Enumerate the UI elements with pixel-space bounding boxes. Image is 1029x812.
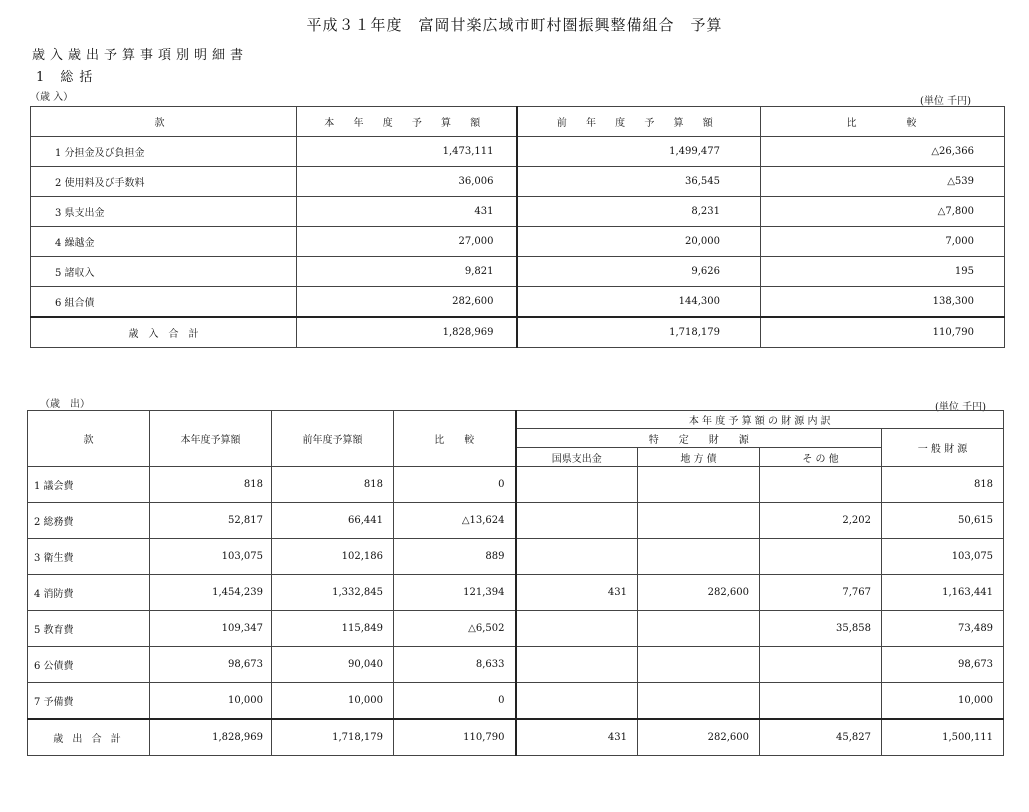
- expenditure-item: 5 教育費: [28, 611, 150, 647]
- expenditure-local-bond: [638, 539, 760, 575]
- section-heading: 1 総括: [36, 70, 99, 85]
- expenditure-total-compare: 110,790: [394, 719, 516, 756]
- table-row: [28, 503, 1004, 539]
- revenue-current: 27,000: [297, 227, 517, 257]
- expenditure-header-specific: 特 定 財 源: [516, 429, 882, 448]
- expenditure-compare: 8,633: [394, 647, 516, 683]
- expenditure-item: 3 衛生費: [28, 539, 150, 575]
- expenditure-current: 103,075: [150, 539, 272, 575]
- expenditure-local-bond: 282,600: [638, 575, 760, 611]
- expenditure-item: 4 消防費: [28, 575, 150, 611]
- revenue-current: 9,821: [297, 257, 517, 287]
- expenditure-unit: (単位 千円): [935, 402, 986, 413]
- expenditure-total-local-bond: 282,600: [638, 719, 760, 756]
- expenditure-national: 431: [516, 575, 638, 611]
- revenue-current: 431: [297, 197, 517, 227]
- table-row: [28, 683, 1004, 720]
- table-row: [31, 167, 1005, 197]
- page-title: 平成３１年度 富岡甘楽広域市町村圏振興整備組合 予算: [306, 16, 723, 34]
- revenue-compare: △539: [761, 167, 1005, 197]
- expenditure-previous: 115,849: [272, 611, 394, 647]
- expenditure-national: [516, 503, 638, 539]
- expenditure-previous: 66,441: [272, 503, 394, 539]
- expenditure-compare: 889: [394, 539, 516, 575]
- expenditure-header-breakdown: 本 年 度 予 算 額 の 財 源 内 訳: [516, 411, 1004, 429]
- revenue-total-previous: 1,718,179: [517, 317, 761, 348]
- table-row: [28, 539, 1004, 575]
- revenue-item: 3 県支出金: [31, 197, 297, 227]
- revenue-current: 36,006: [297, 167, 517, 197]
- revenue-previous: 9,626: [517, 257, 761, 287]
- expenditure-item: 2 総務費: [28, 503, 150, 539]
- revenue-header-row: [31, 107, 1005, 137]
- expenditure-national: [516, 683, 638, 720]
- expenditure-total-national: 431: [516, 719, 638, 756]
- expenditure-other: [760, 467, 882, 503]
- revenue-previous: 1,499,477: [517, 137, 761, 167]
- expenditure-label: （歳 出）: [40, 399, 90, 410]
- expenditure-total-label: 歳 出 合 計: [28, 719, 150, 756]
- revenue-item: 4 繰越金: [31, 227, 297, 257]
- revenue-previous: 36,545: [517, 167, 761, 197]
- revenue-header-compare: 比 較: [761, 107, 1005, 137]
- expenditure-header-national: 国県支出金: [516, 448, 638, 467]
- expenditure-other: 35,858: [760, 611, 882, 647]
- table-row: [31, 137, 1005, 167]
- revenue-label: （歳 入）: [30, 92, 74, 103]
- expenditure-previous: 90,040: [272, 647, 394, 683]
- expenditure-other: [760, 539, 882, 575]
- expenditure-national: [516, 539, 638, 575]
- expenditure-header-row-1: [28, 411, 1004, 429]
- expenditure-local-bond: [638, 611, 760, 647]
- revenue-header-previous: 前 年 度 予 算 額: [517, 107, 761, 137]
- revenue-item: 2 使用料及び手数料: [31, 167, 297, 197]
- table-row: [28, 575, 1004, 611]
- expenditure-local-bond: [638, 467, 760, 503]
- revenue-compare: 138,300: [761, 287, 1005, 318]
- revenue-item: 5 諸収入: [31, 257, 297, 287]
- expenditure-local-bond: [638, 503, 760, 539]
- revenue-previous: 20,000: [517, 227, 761, 257]
- expenditure-previous: 10,000: [272, 683, 394, 720]
- revenue-total-label: 歳 入 合 計: [31, 317, 297, 348]
- expenditure-current: 98,673: [150, 647, 272, 683]
- revenue-compare: △7,800: [761, 197, 1005, 227]
- table-row: [28, 647, 1004, 683]
- expenditure-national: [516, 611, 638, 647]
- expenditure-header-compare: 比 較: [394, 411, 516, 467]
- expenditure-general: 73,489: [882, 611, 1004, 647]
- expenditure-total-row: [28, 719, 1004, 756]
- expenditure-total-other: 45,827: [760, 719, 882, 756]
- revenue-current: 282,600: [297, 287, 517, 318]
- revenue-compare: 7,000: [761, 227, 1005, 257]
- expenditure-table: [27, 410, 1004, 756]
- expenditure-item: 6 公債費: [28, 647, 150, 683]
- expenditure-previous: 102,186: [272, 539, 394, 575]
- expenditure-current: 818: [150, 467, 272, 503]
- expenditure-header-current: 本年度予算額: [150, 411, 272, 467]
- expenditure-general: 10,000: [882, 683, 1004, 720]
- expenditure-item: 7 予備費: [28, 683, 150, 720]
- table-row: [31, 227, 1005, 257]
- table-row: [31, 287, 1005, 318]
- expenditure-general: 818: [882, 467, 1004, 503]
- expenditure-other: 7,767: [760, 575, 882, 611]
- revenue-item: 6 組合債: [31, 287, 297, 318]
- expenditure-item: 1 議会費: [28, 467, 150, 503]
- expenditure-other: [760, 647, 882, 683]
- expenditure-current: 109,347: [150, 611, 272, 647]
- revenue-compare: 195: [761, 257, 1005, 287]
- table-row: [28, 467, 1004, 503]
- revenue-total-row: [31, 317, 1005, 348]
- expenditure-header-item: 款: [28, 411, 150, 467]
- expenditure-current: 52,817: [150, 503, 272, 539]
- expenditure-total-current: 1,828,969: [150, 719, 272, 756]
- expenditure-previous: 818: [272, 467, 394, 503]
- expenditure-general: 50,615: [882, 503, 1004, 539]
- expenditure-other: [760, 683, 882, 720]
- expenditure-compare: 0: [394, 683, 516, 720]
- revenue-current: 1,473,111: [297, 137, 517, 167]
- expenditure-total-general: 1,500,111: [882, 719, 1004, 756]
- expenditure-national: [516, 467, 638, 503]
- revenue-item: 1 分担金及び負担金: [31, 137, 297, 167]
- table-row: [31, 197, 1005, 227]
- expenditure-local-bond: [638, 683, 760, 720]
- expenditure-header-general: 一 般 財 源: [882, 429, 1004, 467]
- revenue-previous: 144,300: [517, 287, 761, 318]
- expenditure-total-previous: 1,718,179: [272, 719, 394, 756]
- expenditure-general: 103,075: [882, 539, 1004, 575]
- expenditure-other: 2,202: [760, 503, 882, 539]
- revenue-unit: (単位 千円): [920, 96, 971, 107]
- revenue-header-current: 本 年 度 予 算 額: [297, 107, 517, 137]
- expenditure-header-previous: 前年度予算額: [272, 411, 394, 467]
- revenue-previous: 8,231: [517, 197, 761, 227]
- revenue-header-item: 款: [31, 107, 297, 137]
- expenditure-header-local-bond: 地 方 債: [638, 448, 760, 467]
- expenditure-current: 1,454,239: [150, 575, 272, 611]
- expenditure-general: 98,673: [882, 647, 1004, 683]
- expenditure-compare: △6,502: [394, 611, 516, 647]
- revenue-compare: △26,366: [761, 137, 1005, 167]
- expenditure-national: [516, 647, 638, 683]
- revenue-table: [30, 106, 1005, 348]
- expenditure-previous: 1,332,845: [272, 575, 394, 611]
- expenditure-compare: 121,394: [394, 575, 516, 611]
- expenditure-header-other: そ の 他: [760, 448, 882, 467]
- document-subtitle: 歳入歳出予算事項別明細書: [32, 48, 249, 63]
- expenditure-local-bond: [638, 647, 760, 683]
- table-row: [28, 611, 1004, 647]
- expenditure-general: 1,163,441: [882, 575, 1004, 611]
- expenditure-current: 10,000: [150, 683, 272, 720]
- revenue-total-current: 1,828,969: [297, 317, 517, 348]
- revenue-total-compare: 110,790: [761, 317, 1005, 348]
- expenditure-compare: △13,624: [394, 503, 516, 539]
- expenditure-compare: 0: [394, 467, 516, 503]
- table-row: [31, 257, 1005, 287]
